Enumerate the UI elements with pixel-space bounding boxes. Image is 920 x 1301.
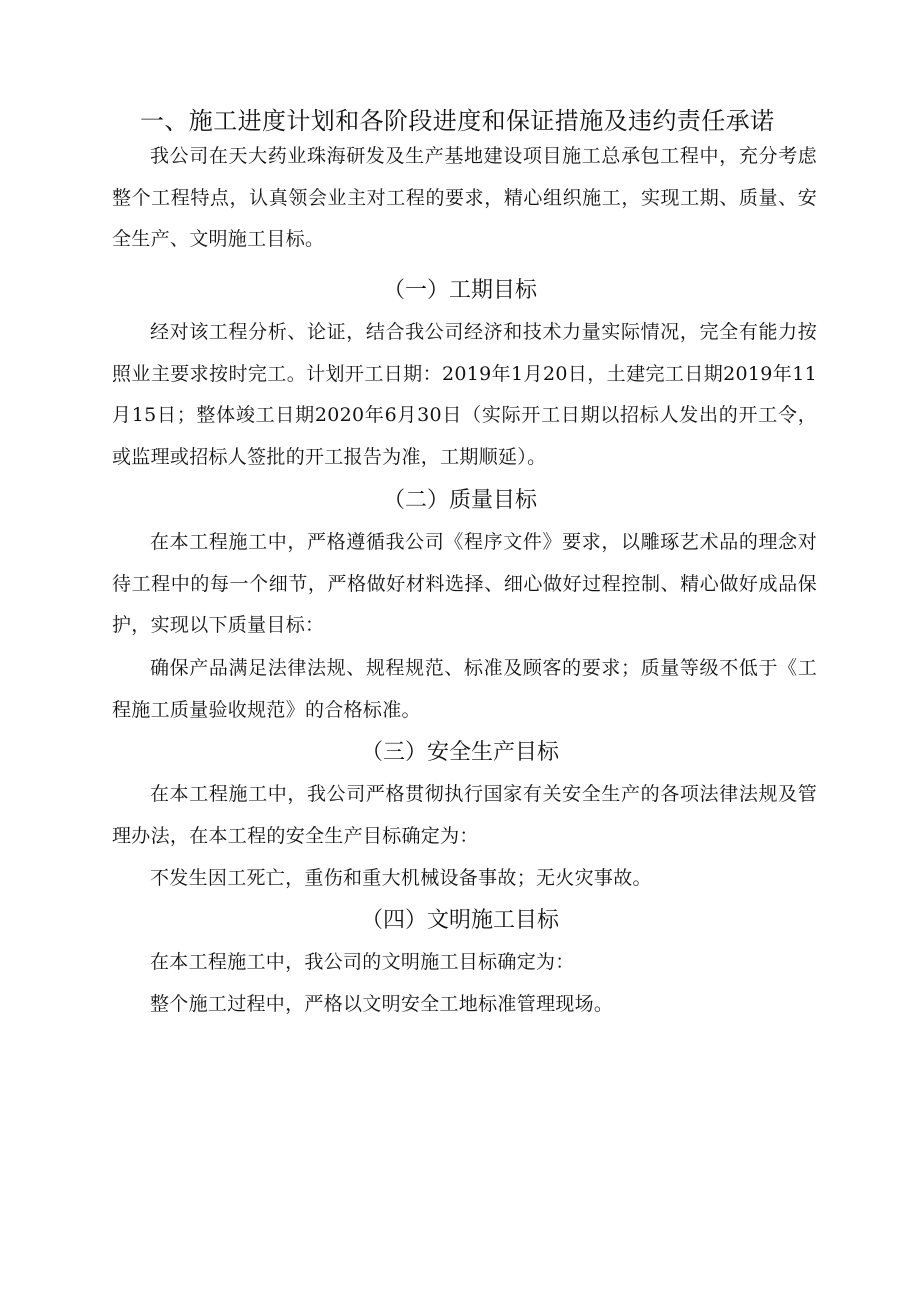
safety-paragraph-2: 不发生因工死亡，重伤和重大机械设备事故；无火灾事故。 <box>150 867 652 889</box>
civilized-paragraph-2: 整个施工过程中，严格以文明安全工地标准管理现场。 <box>150 993 614 1015</box>
document-title: 一、施工进度计划和各阶段进度和保证措施及违约责任承诺 <box>140 107 775 135</box>
schedule-paragraph: 经对该工程分析、论证，结合我公司经济和技术力量实际情况，完全有能力按照业主要求按时完工。计划开工日期：2019年1月20日，土建完工日期2019年11月15日；整体竣工日期2020年6月30日（实际开工日期以招标人发出的开工令，或监理或招标人签批的开工报告为准，工期顺延）。 <box>112 321 817 468</box>
section-heading-schedule: （一）工期目标 <box>382 278 537 303</box>
section-heading-civilized: （四）文明施工目标 <box>360 908 559 933</box>
civilized-paragraph-1: 在本工程施工中，我公司的文明施工目标确定为： <box>150 951 575 973</box>
quality-paragraph-2: 确保产品满足法律法规、规程规范、标准及顾客的要求；质量等级不低于《工程施工质量验收规范》的合格标准。 <box>112 657 817 721</box>
section-heading-quality: （二）质量目标 <box>382 488 537 513</box>
section-heading-safety: （三）安全生产目标 <box>360 740 559 765</box>
intro-paragraph: 我公司在天大药业珠海研发及生产基地建设项目施工总承包工程中，充分考虑整个工程特点，认真领会业主对工程的要求，精心组织施工，实现工期、质量、安全生产、文明施工目标。 <box>112 145 817 251</box>
safety-paragraph-1: 在本工程施工中，我公司严格贯彻执行国家有关安全生产的各项法律法规及管理办法，在本工程的安全生产目标确定为： <box>112 783 817 847</box>
quality-paragraph-1: 在本工程施工中，严格遵循我公司《程序文件》要求，以雕琢艺术品的理念对待工程中的每一个细节，严格做好材料选择、细心做好过程控制、精心做好成品保护，实现以下质量目标： <box>112 531 817 637</box>
